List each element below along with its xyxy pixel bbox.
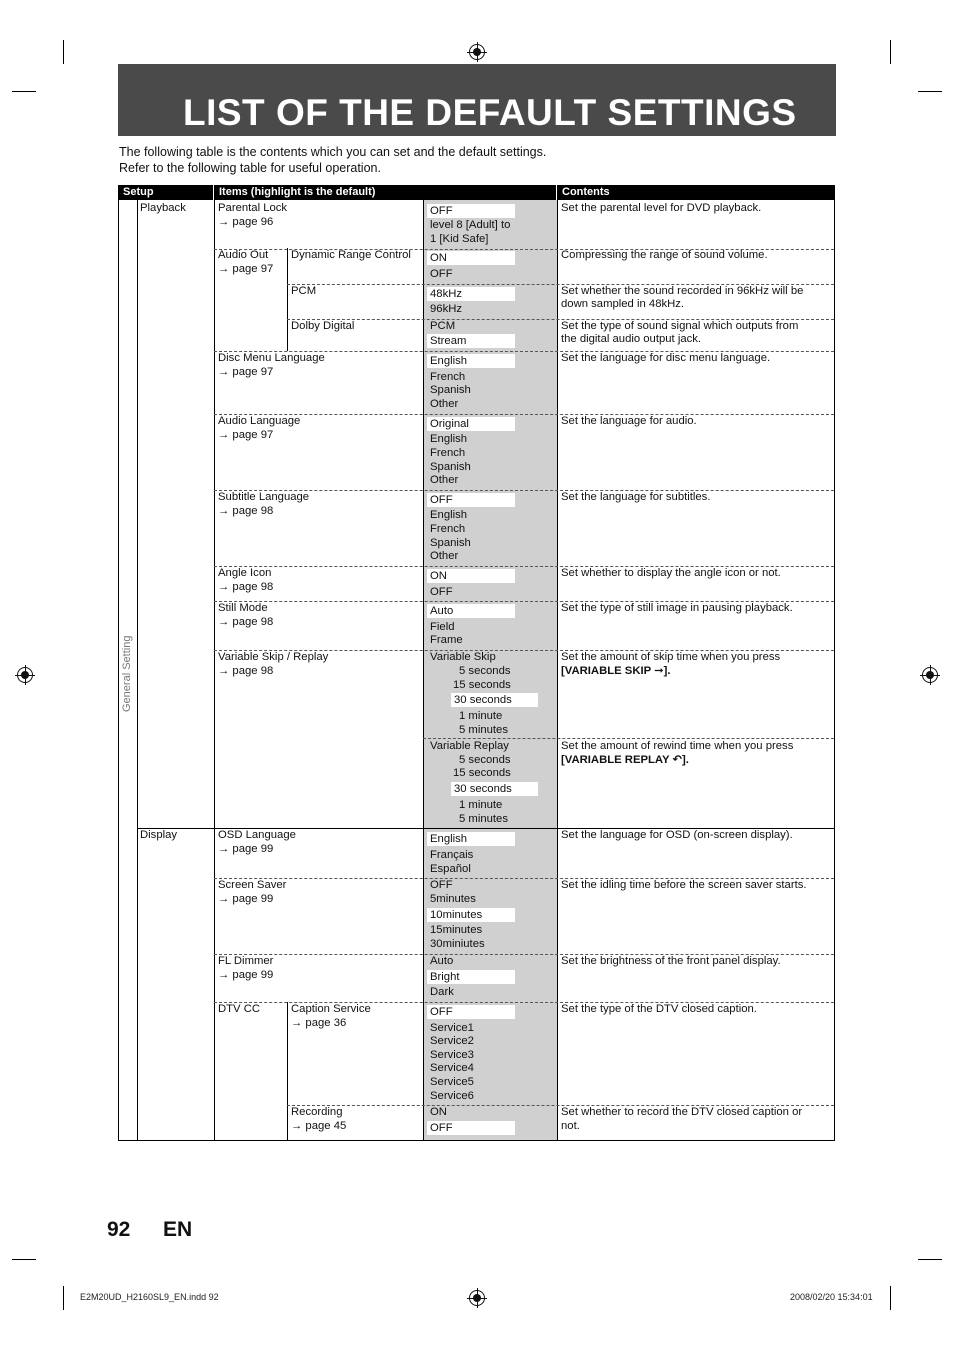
default-option: OFF [427, 493, 515, 507]
description: Set the type of the DTV closed caption. [561, 1003, 757, 1015]
description: Set the amount of skip time when you press [561, 651, 781, 663]
default-option: English [427, 354, 515, 368]
page-ref: → page 98 [218, 581, 274, 593]
page-ref: → page 99 [218, 893, 274, 905]
item-screen-saver: Screen Saver [218, 879, 287, 891]
page-ref: → page 98 [218, 616, 274, 628]
page-ref: → page 97 [218, 366, 274, 378]
crop-mark [918, 91, 942, 92]
description: Set the language for subtitles. [561, 491, 711, 503]
description: Set the brightness of the front panel display. [561, 955, 781, 967]
item-dolby-digital: Dolby Digital [291, 320, 355, 332]
crop-mark [63, 1286, 64, 1310]
side-label-general-setting: General Setting [121, 635, 133, 712]
page-ref: → page 98 [218, 505, 274, 517]
item-fl-dimmer: FL Dimmer [218, 955, 274, 967]
item-pcm: PCM [291, 285, 317, 297]
table-border [557, 200, 558, 1141]
description: Set the amount of rewind time when you press [561, 740, 794, 752]
default-option: ON [427, 569, 515, 583]
registration-mark-icon [469, 44, 485, 60]
item-audio-out: Audio Out [218, 249, 269, 261]
default-option: OFF [427, 204, 515, 218]
page-ref: → page 99 [218, 969, 274, 981]
item-dynamic-range-control: Dynamic Range Control [291, 249, 411, 261]
description: Set the language for audio. [561, 415, 697, 427]
item-caption-service: Caption Service [291, 1003, 371, 1015]
page-ref: → page 96 [218, 216, 274, 228]
default-option: OFF [427, 1005, 515, 1019]
page-ref: → page 99 [218, 843, 274, 855]
group-display: Display [140, 829, 178, 841]
intro-line-1: The following table is the contents which you can set and the default settings. [119, 145, 547, 159]
page-ref: → page 97 [218, 263, 274, 275]
default-option: Original [427, 417, 515, 431]
crop-mark [890, 1286, 891, 1310]
page-ref: → page 98 [218, 665, 274, 677]
default-option: Stream [427, 334, 515, 348]
header-contents: Contents [557, 185, 835, 200]
item-audio-language: Audio Language [218, 415, 301, 427]
crop-mark [12, 1259, 36, 1260]
table-border [118, 200, 119, 1141]
variable-skip-title: Variable Skip [430, 651, 496, 663]
table-border [214, 200, 215, 1141]
description: Set the idling time before the screen saver starts. [561, 879, 807, 891]
default-option: 30 seconds [451, 782, 538, 796]
item-subtitle-language: Subtitle Language [218, 491, 310, 503]
variable-replay-title: Variable Replay [430, 740, 509, 752]
description: Set the parental level for DVD playback. [561, 202, 762, 214]
group-playback: Playback [140, 202, 186, 214]
registration-mark-icon [922, 667, 938, 683]
default-option: 30 seconds [451, 693, 538, 707]
item-dtv-cc: DTV CC [218, 1003, 261, 1015]
page-title: LIST OF THE DEFAULT SETTINGS [183, 92, 797, 133]
default-option: 10minutes [427, 908, 515, 922]
crop-mark [12, 91, 36, 92]
default-option: Auto [427, 604, 515, 618]
description: Set whether to display the angle icon or not. [561, 567, 781, 579]
crop-mark [918, 1259, 942, 1260]
footer-file: E2M20UD_H2160SL9_EN.indd 92 [80, 1292, 219, 1302]
page-ref: → page 45 [291, 1120, 347, 1132]
description: Compressing the range of sound volume. [561, 249, 768, 261]
description: Set whether to record the DTV closed caption or [561, 1106, 803, 1118]
item-disc-menu-language: Disc Menu Language [218, 352, 325, 364]
table-border [137, 200, 138, 1141]
default-option: ON [427, 251, 515, 265]
item-still-mode: Still Mode [218, 602, 268, 614]
default-option: English [427, 832, 515, 846]
description: Set the type of sound signal which outputs from [561, 320, 799, 332]
table-border [834, 200, 835, 1141]
crop-mark [63, 40, 64, 64]
default-option: 48kHz [427, 287, 515, 301]
table-border [287, 248, 288, 351]
item-osd-language: OSD Language [218, 829, 296, 841]
default-option: Bright [427, 970, 515, 984]
page-ref: → page 36 [291, 1017, 347, 1029]
description: Set the language for OSD (on-screen display). [561, 829, 793, 841]
item-recording: Recording [291, 1106, 343, 1118]
item-variable-skip-replay: Variable Skip / Replay [218, 651, 329, 663]
item-angle-icon: Angle Icon [218, 567, 272, 579]
settings-table: Setup Items (highlight is the default) Contents General Setting Playback Display Parental Lock → page 96 OFF level 8 [Adult] to 1 [Kid Safe] Set the parental level for DVD playback. Audio Out → page 97 Dynamic Range Control ON OFF Compressing the range of sound volume. PCM 48kHz 96kHz Set whether the sound recorded in 96kHz will be down sampled in 48kHz. Dolby Digital PCM Stream Set the type of sound signal which outputs from the digital audio output jack. Disc Menu Language → page 97 English French Spanish Other Set the language for disc menu language. Audio Language → page 97 Original English French Spanish Other Set the language for audio. Subtitle Language → page 98 OFF English French Spanish Other Set the language for subtitles. Angle Icon → page 98 ON OFF Set whether to display the angle icon or not. Still Mode → page 98 Auto Field Frame Set the type of still image in pausing playback. Variable Skip / Replay → page 98 Variable Skip 5 seconds 15 seconds 30 seconds 1 minute 5 minutes Set the amount of skip time when you press [VARIABLE SKIP ➞]. Variable Replay 5 seconds 15 seconds 30 seconds 1 minute 5 minutes Set the amount of rewind time when you press [VARIABLE REPLAY ↶]. OSD Language → page 99 English Français Español Set the language for OSD (on-screen display). Screen Saver → page 99 OFF 5minutes 10minutes 15minutes 30miniutes Set the idling time before the screen saver starts. FL Dimmer → page 99 Auto Bright Dark Set the brightness of the front panel display. DTV CC Caption Service → page 36 OFF Service1 Service2 Service3 Service4 Service5 Service6 Set the type of the DTV closed caption. Recording → page 45 ON OFF Set whether to record the DTV closed caption or not. [118, 185, 835, 1141]
table-border [423, 200, 424, 1141]
header-setup: Setup [118, 185, 214, 200]
page-language: EN [163, 1218, 193, 1241]
description: Set the type of still image in pausing playback. [561, 602, 793, 614]
footer-timestamp: 2008/02/20 15:34:01 [790, 1292, 873, 1302]
registration-mark-icon [17, 667, 33, 683]
intro-line-2: Refer to the following table for useful operation. [119, 161, 381, 175]
header-items: Items (highlight is the default) [214, 185, 557, 200]
description: Set the language for disc menu language. [561, 352, 771, 364]
page-ref: → page 97 [218, 429, 274, 441]
registration-mark-icon [469, 1290, 485, 1306]
item-parental-lock: Parental Lock [218, 202, 288, 214]
page-number: 92 [107, 1218, 131, 1241]
description: Set whether the sound recorded in 96kHz will be [561, 285, 804, 297]
default-option: OFF [427, 1121, 515, 1135]
crop-mark [890, 40, 891, 64]
table-border [287, 1002, 288, 1141]
